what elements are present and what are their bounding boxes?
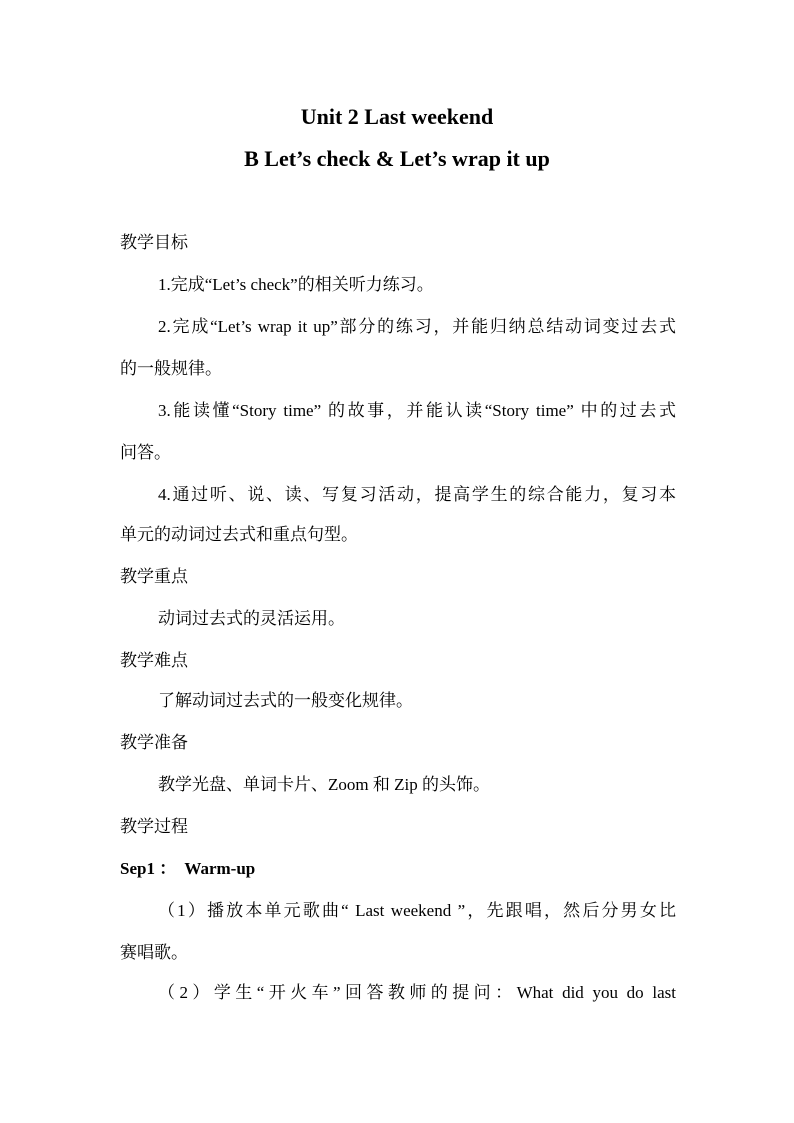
objective-4-line-2: 单元的动词过去式和重点句型。 (120, 525, 358, 544)
objective-3-line-2: 问答。 (120, 443, 171, 462)
difficulties-text: 了解动词过去式的一般变化规律。 (158, 691, 413, 710)
step1-item2-line-1: （2）学生“开火车”回答教师的提问：What did you do last (158, 983, 676, 1002)
step1-heading: Sep1 ： Warm-up (120, 859, 256, 878)
objective-1: 1.完成“Let’s check”的相关听力练习。 (158, 275, 434, 294)
objective-3-line-1: 3.能读懂“Story time” 的故事，并能认读“Story time” 中的过去式 (158, 401, 676, 420)
key-points-heading: 教学重点 (120, 567, 188, 586)
document-title: Unit 2 Last weekend (300, 104, 494, 129)
preparation-text: 教学光盘、单词卡片、Zoom 和 Zip 的头饰。 (158, 775, 490, 794)
objective-4-line-1: 4.通过听、说、读、写复习活动，提高学生的综合能力，复习本 (158, 485, 676, 504)
document-subtitle: B Let’s check & Let’s wrap it up (244, 146, 550, 171)
objective-2-line-1: 2.完成“Let’s wrap it up”部分的练习，并能归纳总结动词变过去式 (158, 317, 676, 336)
step1-item1-line-1: （1）播放本单元歌曲“ Last weekend ”，先跟唱，然后分男女比 (158, 901, 676, 920)
key-points-text: 动词过去式的灵活运用。 (158, 609, 345, 628)
step1-item1-line-2: 赛唱歌。 (120, 943, 188, 962)
objectives-heading: 教学目标 (120, 233, 188, 252)
difficulties-heading: 教学难点 (120, 651, 188, 670)
preparation-heading: 教学准备 (120, 733, 188, 752)
process-heading: 教学过程 (120, 817, 188, 836)
objective-2-line-2: 的一般规律。 (120, 359, 222, 378)
